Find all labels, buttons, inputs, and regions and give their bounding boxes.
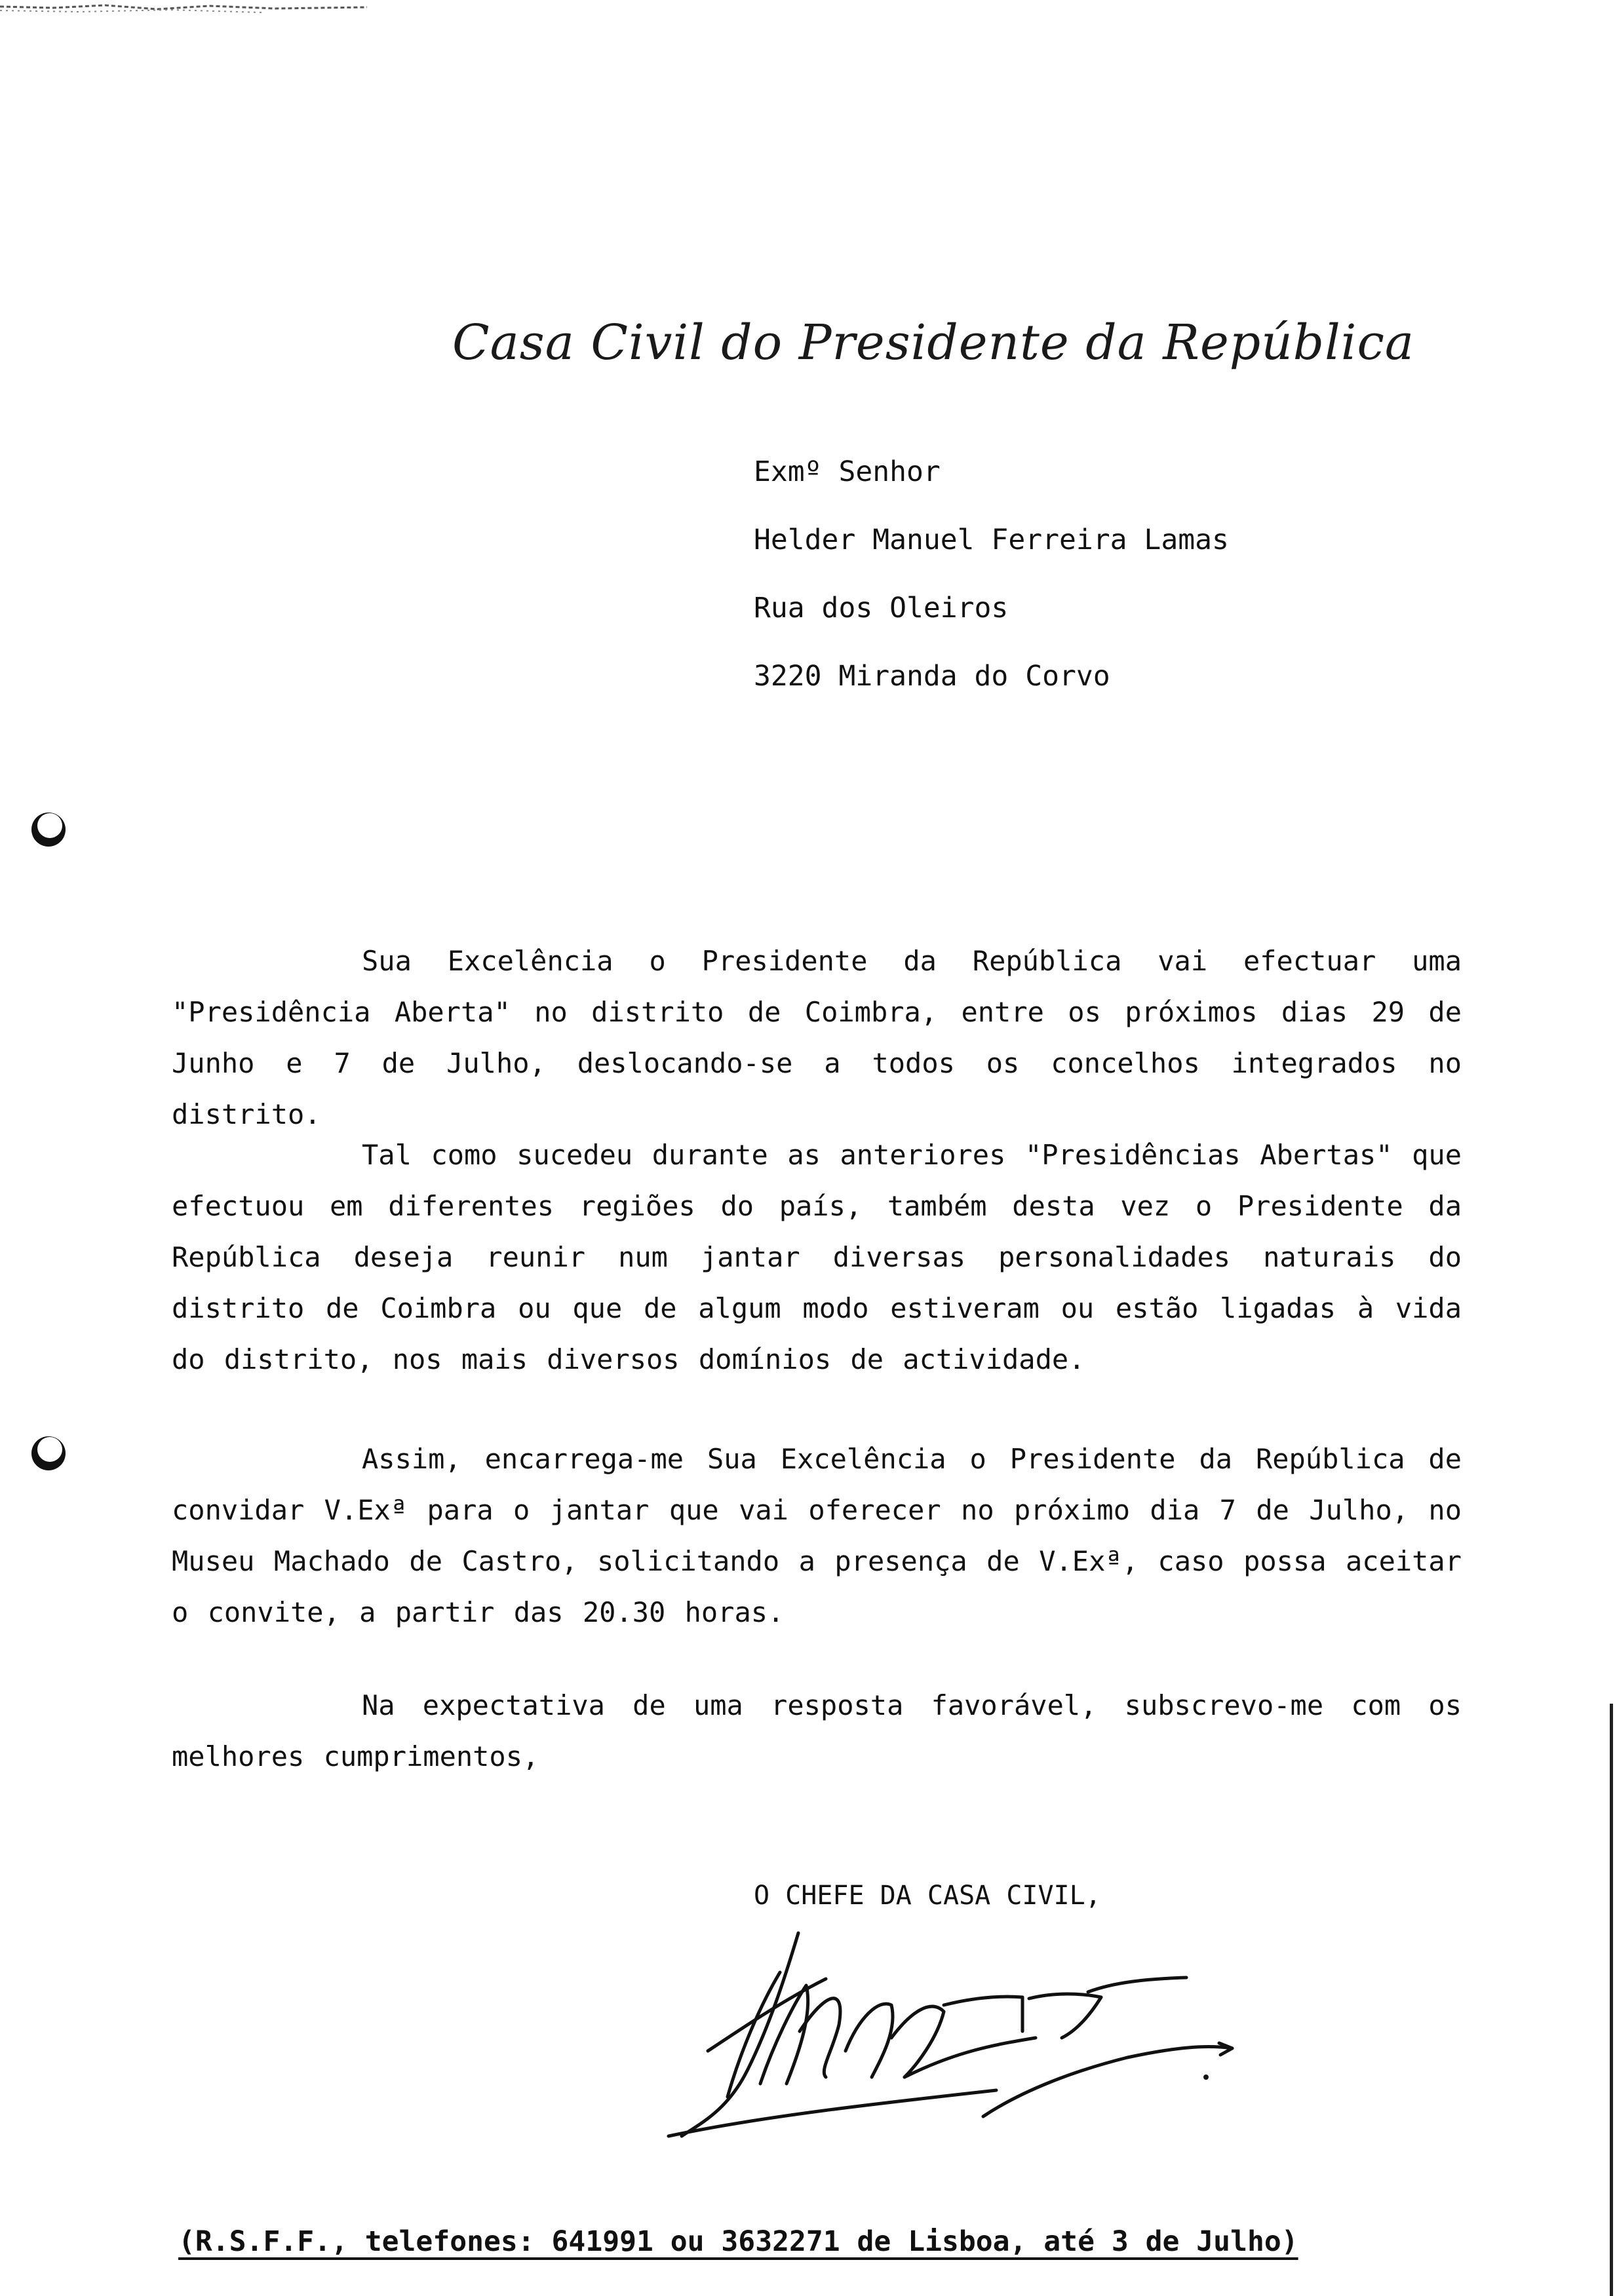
footer-note: (R.S.F.F., telefones: 641991 ou 3632271 de Lisboa, até 3 de Julho) xyxy=(178,2225,1298,2258)
body-paragraph: Tal como sucedeu durante as anteriores "Presidências Abertas" que efectuou em diferentes regiões do país, também desta vez o Presidente da República deseja reunir num jantar diversas personalidades naturais do distrito de Coimbra ou que de algum modo estiveram ou estão ligadas à vida do distrito, nos mais diversos domínios de actividade. xyxy=(172,1139,1462,1375)
punch-hole xyxy=(29,1434,68,1473)
handwritten-signature xyxy=(629,1920,1311,2143)
body-paragraph: Assim, encarrega-me Sua Excelência o Presidente da República de convidar V.Exª para o jantar que vai oferecer no próximo dia 7 de Julho, no Museu Machado de Castro, solicitando a presença de V.Exª, caso possa aceitar o convite, a partir das 20.30 horas. xyxy=(172,1443,1462,1628)
closing-title: O CHEFE DA CASA CIVIL, xyxy=(754,1881,1101,1911)
recipient-street: Rua dos Oleiros xyxy=(754,592,1009,624)
recipient-city: 3220 Miranda do Corvo xyxy=(754,660,1110,693)
recipient-address xyxy=(754,438,1229,710)
scan-artifact xyxy=(0,0,367,14)
body-paragraph: Sua Excelência o Presidente da República vai efectuar uma "Presidência Aberta" no distrito de Coimbra, entre os próximos dias 29 de Junho e 7 de Julho, deslocando-se a todos os concelhos integrados no distrito. xyxy=(172,945,1462,1130)
scan-edge-shadow xyxy=(1606,1704,1615,2296)
body-paragraph: Na expectativa de uma resposta favorável, subscrevo-me com os melhores cumprimentos, xyxy=(172,1689,1462,1772)
punch-hole xyxy=(29,810,68,849)
recipient-salutation: Exmº Senhor xyxy=(754,455,941,488)
letterhead-title: Casa Civil do Presidente da República xyxy=(452,315,1415,371)
recipient-name: Helder Manuel Ferreira Lamas xyxy=(754,524,1229,556)
